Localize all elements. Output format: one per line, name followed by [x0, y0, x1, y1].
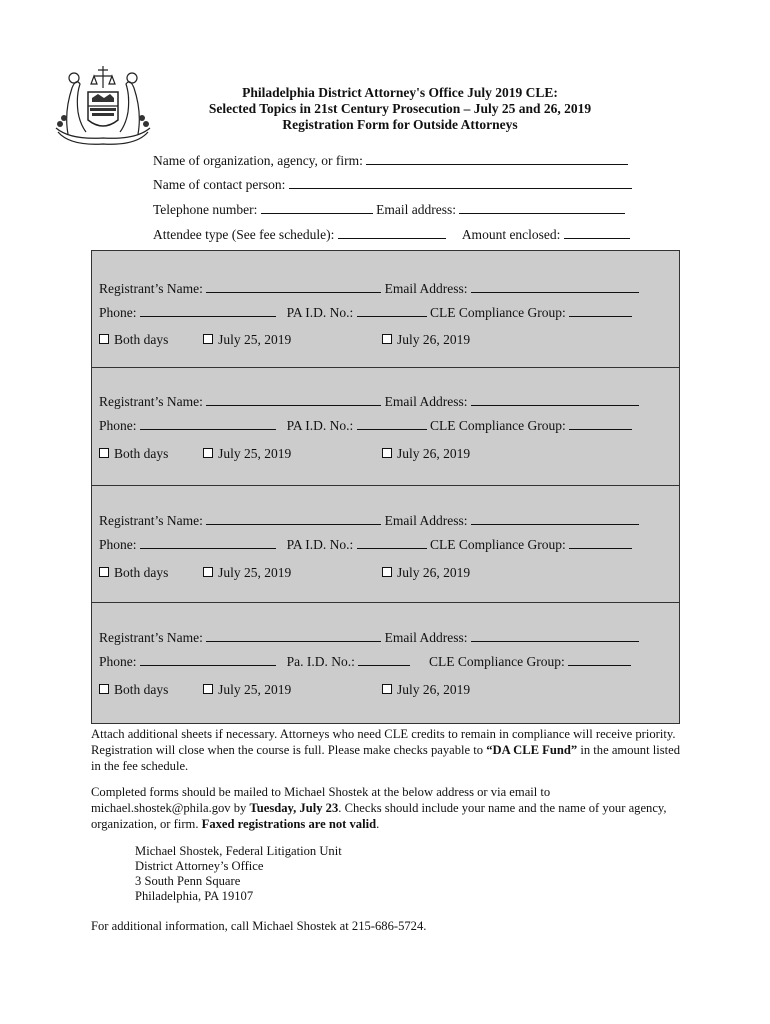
contact-label: Name of contact person:	[153, 177, 286, 192]
both-days-checkbox[interactable]	[99, 334, 109, 344]
email-label: Email address:	[376, 202, 457, 217]
pa-id-label: Pa. I.D. No.:	[286, 654, 355, 669]
july-26-checkbox[interactable]	[382, 684, 392, 694]
org-name-field[interactable]	[366, 152, 628, 165]
org-name-label: Name of organization, agency, or firm:	[153, 153, 363, 168]
registrant-phone-label: Phone:	[99, 654, 137, 669]
july-25-checkbox[interactable]	[203, 567, 213, 577]
registrant-phone-field[interactable]	[140, 653, 276, 666]
registrant-box-3	[91, 485, 680, 603]
both-days-label: Both days	[114, 446, 169, 461]
july-26-checkbox[interactable]	[382, 334, 392, 344]
july-26-label: July 26, 2019	[397, 565, 471, 580]
both-days-checkbox[interactable]	[99, 448, 109, 458]
both-days-checkbox[interactable]	[99, 684, 109, 694]
july-25-label: July 25, 2019	[218, 682, 292, 697]
amount-field[interactable]	[564, 226, 630, 239]
july-25-checkbox[interactable]	[203, 448, 213, 458]
registrant-email-field[interactable]	[471, 629, 639, 642]
telephone-field[interactable]	[261, 201, 373, 214]
cle-group-field[interactable]	[569, 304, 632, 317]
instructions-paragraph	[91, 726, 691, 774]
july-25-checkbox[interactable]	[203, 334, 213, 344]
instructions-text-a: Attach additional sheets if necessary. Attorneys who need CLE credits to remain in compliance will receive priority. Registration will close when the course is full. Please make checks payable to	[91, 727, 676, 757]
registrant-email-label: Email Address:	[384, 394, 468, 409]
registrant-email-label: Email Address:	[384, 630, 468, 645]
contact-field[interactable]	[289, 176, 632, 189]
registrant-phone-label: Phone:	[99, 305, 137, 320]
pa-id-label: PA I.D. No.:	[286, 537, 354, 552]
cle-group-field[interactable]	[569, 417, 632, 430]
july-25-label: July 25, 2019	[218, 332, 292, 347]
contact-info-footer: For additional information, call Michael Shostek at 215-686-5724.	[91, 919, 427, 933]
mailing-text-b: . Checks should include your name and the name of your agency, organization, or firm.	[91, 801, 667, 831]
registrant-box-2	[91, 367, 680, 486]
registrant-phone-field[interactable]	[140, 304, 276, 317]
registrant-phone-field[interactable]	[140, 417, 276, 430]
cle-group-label: CLE Compliance Group:	[429, 654, 565, 669]
pa-id-field[interactable]	[357, 417, 427, 430]
registrant-email-label: Email Address:	[384, 281, 468, 296]
registrant-name-label: Registrant’s Name:	[99, 513, 203, 528]
attendee-row	[153, 226, 630, 243]
form-title-line1: Philadelphia District Attorney's Office July 2019 CLE:	[242, 85, 558, 100]
july-26-checkbox[interactable]	[382, 448, 392, 458]
july-25-label: July 25, 2019	[218, 446, 292, 461]
address-line-3: 3 South Penn Square	[135, 874, 241, 888]
address-line-1: Michael Shostek, Federal Litigation Unit	[135, 844, 342, 858]
attendee-type-label: Attendee type (See fee schedule):	[153, 227, 335, 242]
pa-id-field[interactable]	[357, 304, 427, 317]
registrant-name-field[interactable]	[206, 280, 381, 293]
payee-name: “DA CLE Fund”	[486, 743, 578, 757]
address-line-4: Philadelphia, PA 19107	[135, 889, 254, 903]
telephone-label: Telephone number:	[153, 202, 258, 217]
amount-label: Amount enclosed:	[461, 227, 561, 242]
mailing-text-c: .	[376, 817, 380, 831]
registrant-name-label: Registrant’s Name:	[99, 394, 203, 409]
email-field[interactable]	[459, 201, 625, 214]
registrant-email-field[interactable]	[471, 393, 639, 406]
registrant-email-label: Email Address:	[384, 513, 468, 528]
registrant-name-label: Registrant’s Name:	[99, 630, 203, 645]
form-title-line2: Selected Topics in 21st Century Prosecution – July 25 and 26, 2019	[208, 101, 592, 116]
registrant-name-field[interactable]	[206, 512, 381, 525]
both-days-label: Both days	[114, 332, 169, 347]
deadline-date: Tuesday, July 23	[249, 801, 339, 815]
pa-id-label: PA I.D. No.:	[286, 305, 354, 320]
pa-id-field[interactable]	[357, 536, 427, 549]
registrant-phone-label: Phone:	[99, 537, 137, 552]
july-26-label: July 26, 2019	[397, 332, 471, 347]
instructions-text-b: in the amount listed in the fee schedule.	[91, 743, 681, 773]
registrant-phone-field[interactable]	[140, 536, 276, 549]
registrant-phone-label: Phone:	[99, 418, 137, 433]
registrant-name-field[interactable]	[206, 393, 381, 406]
july-25-checkbox[interactable]	[203, 684, 213, 694]
july-25-label: July 25, 2019	[218, 565, 292, 580]
org-name-row	[153, 152, 628, 169]
mailing-text-a: Completed forms should be mailed to Michael Shostek at the below address or via email to michael.shostek@phila.gov by	[91, 785, 551, 815]
fax-warning: Faxed registrations are not valid	[201, 817, 377, 831]
address-line-2: District Attorney’s Office	[135, 859, 264, 873]
contact-row	[153, 176, 632, 193]
cle-group-label: CLE Compliance Group:	[430, 418, 566, 433]
pa-id-field[interactable]	[358, 653, 410, 666]
july-26-label: July 26, 2019	[397, 682, 471, 697]
registrant-box-1	[91, 250, 680, 368]
phone-email-row	[153, 201, 625, 218]
form-title-line3: Registration Form for Outside Attorneys	[282, 117, 518, 132]
cle-group-label: CLE Compliance Group:	[430, 537, 566, 552]
registrant-name-label: Registrant’s Name:	[99, 281, 203, 296]
registrant-box-4	[91, 602, 680, 724]
registrant-email-field[interactable]	[471, 280, 639, 293]
mailing-paragraph	[91, 784, 691, 832]
pa-id-label: PA I.D. No.:	[286, 418, 354, 433]
both-days-checkbox[interactable]	[99, 567, 109, 577]
city-seal-icon	[50, 62, 156, 148]
both-days-label: Both days	[114, 565, 169, 580]
july-26-checkbox[interactable]	[382, 567, 392, 577]
cle-group-field[interactable]	[568, 653, 631, 666]
both-days-label: Both days	[114, 682, 169, 697]
attendee-type-field[interactable]	[338, 226, 446, 239]
registrant-email-field[interactable]	[471, 512, 639, 525]
cle-group-field[interactable]	[569, 536, 632, 549]
july-26-label: July 26, 2019	[397, 446, 471, 461]
mailing-address	[135, 844, 342, 904]
registrant-name-field[interactable]	[206, 629, 381, 642]
cle-group-label: CLE Compliance Group:	[430, 305, 566, 320]
